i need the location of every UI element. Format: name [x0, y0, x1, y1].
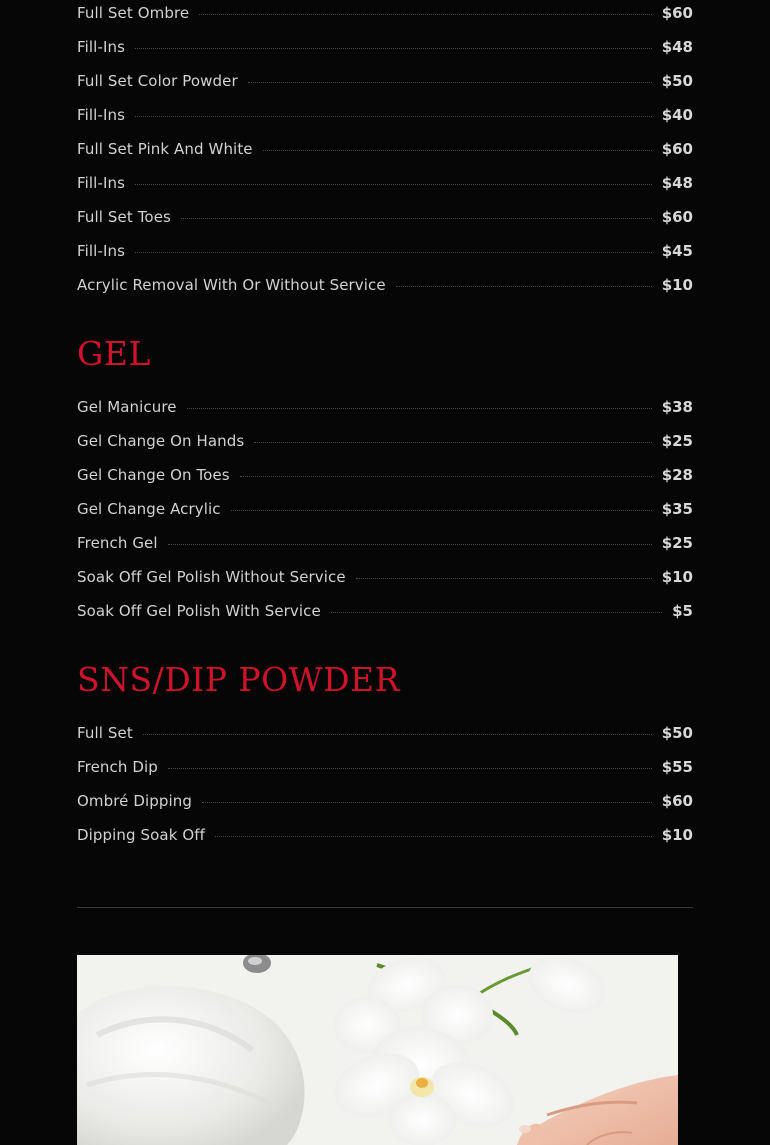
item-name: Gel Manicure — [77, 398, 177, 416]
item-name: Gel Change On Toes — [77, 466, 230, 484]
item-price: $40 — [661, 106, 693, 124]
menu-item — [77, 594, 693, 628]
item-name: Full Set Ombre — [77, 4, 190, 22]
menu-item — [77, 458, 693, 492]
item-price: $28 — [661, 466, 693, 484]
menu-item — [77, 30, 693, 64]
dot-leader — [168, 768, 652, 769]
menu-item — [77, 234, 693, 268]
item-price: $25 — [661, 534, 693, 552]
menu-item — [77, 98, 693, 132]
menu-item — [77, 166, 693, 200]
dot-leader — [215, 836, 652, 837]
section-title: SNS/DIP POWDER — [77, 660, 400, 699]
dot-leader — [240, 476, 652, 477]
item-price: $60 — [661, 792, 693, 810]
item-price: $50 — [661, 724, 693, 742]
item-name: Full Set Color Powder — [77, 72, 238, 90]
menu-item — [77, 0, 693, 30]
menu-item — [77, 424, 693, 458]
service-menu — [77, 0, 693, 852]
dot-leader — [168, 544, 652, 545]
menu-item — [77, 526, 693, 560]
item-name: Fill-Ins — [77, 242, 125, 260]
dot-leader — [143, 734, 652, 735]
item-price: $38 — [661, 398, 693, 416]
item-name: Full Set — [77, 724, 133, 742]
item-price: $60 — [661, 4, 693, 22]
section-divider — [77, 907, 693, 908]
item-price: $5 — [672, 602, 693, 620]
manicure-photo — [77, 955, 678, 1145]
dot-leader — [187, 408, 652, 409]
item-price: $45 — [661, 242, 693, 260]
item-price: $10 — [661, 568, 693, 586]
item-name: Fill-Ins — [77, 38, 125, 56]
menu-item — [77, 818, 693, 852]
item-name: Soak Off Gel Polish Without Service — [77, 568, 346, 586]
item-name: Full Set Toes — [77, 208, 171, 226]
item-price: $10 — [661, 276, 693, 294]
dot-leader — [356, 578, 652, 579]
section-title: GEL — [77, 334, 151, 373]
menu-item — [77, 750, 693, 784]
menu-item — [77, 390, 693, 424]
menu-item — [77, 132, 693, 166]
dot-leader — [231, 510, 652, 511]
menu-item — [77, 64, 693, 98]
menu-item — [77, 784, 693, 818]
item-price: $60 — [661, 140, 693, 158]
dot-leader — [135, 48, 652, 49]
item-price: $50 — [661, 72, 693, 90]
dot-leader — [202, 802, 652, 803]
item-name: French Gel — [77, 534, 158, 552]
item-name: Acrylic Removal With Or Without Service — [77, 276, 386, 294]
menu-item — [77, 200, 693, 234]
item-name: Fill-Ins — [77, 106, 125, 124]
item-price: $55 — [661, 758, 693, 776]
dot-leader — [135, 184, 652, 185]
dot-leader — [181, 218, 652, 219]
item-name: Gel Change Acrylic — [77, 500, 221, 518]
item-name: Full Set Pink And White — [77, 140, 253, 158]
item-price: $10 — [661, 826, 693, 844]
dot-leader — [263, 150, 652, 151]
dot-leader — [199, 14, 651, 15]
menu-item — [77, 560, 693, 594]
dot-leader — [254, 442, 651, 443]
dot-leader — [248, 82, 652, 83]
item-name: Fill-Ins — [77, 174, 125, 192]
menu-section-sns-dip-powder — [77, 660, 693, 852]
item-price: $35 — [661, 500, 693, 518]
item-name: Soak Off Gel Polish With Service — [77, 602, 321, 620]
item-price: $48 — [661, 174, 693, 192]
menu-section-acrylic — [77, 0, 693, 302]
menu-item — [77, 268, 693, 302]
manicure-illustration — [77, 955, 678, 1145]
dot-leader — [396, 286, 652, 287]
item-name: Ombré Dipping — [77, 792, 193, 810]
item-name: Dipping Soak Off — [77, 826, 206, 844]
dot-leader — [331, 612, 662, 613]
item-price: $60 — [661, 208, 693, 226]
dot-leader — [135, 116, 652, 117]
item-name: French Dip — [77, 758, 158, 776]
item-price: $25 — [661, 432, 693, 450]
item-price: $48 — [661, 38, 693, 56]
item-name: Gel Change On Hands — [77, 432, 245, 450]
menu-section-gel — [77, 334, 693, 628]
dot-leader — [135, 252, 652, 253]
menu-item — [77, 716, 693, 750]
menu-item — [77, 492, 693, 526]
